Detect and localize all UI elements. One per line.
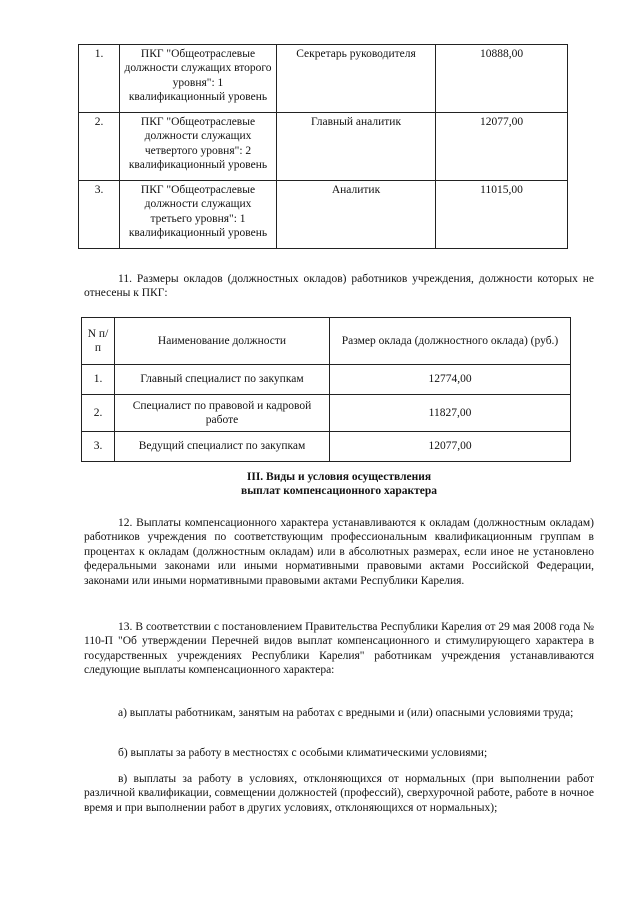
pkg-name: ПКГ "Общеотраслевые должности служащих второго уровня": 1 квалификационный уровень bbox=[120, 45, 277, 113]
pkg-salary-table bbox=[78, 44, 568, 249]
position-name: Секретарь руководителя bbox=[277, 45, 436, 113]
table-row bbox=[79, 113, 568, 181]
salary-value: 10888,00 bbox=[436, 45, 568, 113]
section-heading bbox=[84, 470, 594, 499]
table-header-row bbox=[82, 318, 571, 365]
paragraph-11: 11. Размеры окладов (должностных окладов) работников учреждения, должности которых не отнесены к ПКГ: bbox=[84, 273, 594, 300]
non-pkg-salary-table bbox=[81, 317, 571, 462]
table-row bbox=[82, 432, 571, 462]
position-name: Специалист по правовой и кадровой работе bbox=[115, 395, 330, 432]
header-position: Наименование должности bbox=[115, 318, 330, 365]
paragraph-12: 12. Выплаты компенсационного характера устанавливаются к окладам (должностным окладам) работников учреждения по соответствующим профессиональным квалификационным группам в процентах к окладам (должностным окладам) или в абсолютных размерах, если иное не установлено федеральными законами или иными нормативными правовыми актами Российской Федерации, законами или иными нормативными правовыми актами Республики Карелия. bbox=[84, 517, 594, 587]
header-salary: Размер оклада (должностного оклада) (руб.) bbox=[330, 318, 571, 365]
row-number: 2. bbox=[79, 113, 120, 181]
section-heading-line1: III. Виды и условия осуществления bbox=[246, 471, 432, 483]
list-item-v: в) выплаты за работу в условиях, отклоняющихся от нормальных (при выполнении работ различной квалификации, совмещении должностей (профессий), сверхурочной работе, работе в ночное время и при выполнении работ в других условиях, отклоняющихся от нормальных); bbox=[84, 773, 594, 814]
pkg-name: ПКГ "Общеотраслевые должности служащих четвертого уровня": 2 квалификационный уровень bbox=[120, 113, 277, 181]
list-item-a: а) выплаты работникам, занятым на работах с вредными и (или) опасными условиями труда; bbox=[118, 707, 574, 719]
position-name: Ведущий специалист по закупкам bbox=[115, 432, 330, 462]
position-name: Главный специалист по закупкам bbox=[115, 365, 330, 395]
header-num: N п/п bbox=[82, 318, 115, 365]
salary-value: 11015,00 bbox=[436, 181, 568, 249]
row-number: 3. bbox=[82, 432, 115, 462]
pkg-name: ПКГ "Общеотраслевые должности служащих третьего уровня": 1 квалификационный уровень bbox=[120, 181, 277, 249]
row-number: 3. bbox=[79, 181, 120, 249]
salary-value: 11827,00 bbox=[330, 395, 571, 432]
section-heading-line2: выплат компенсационного характера bbox=[240, 485, 438, 498]
table-row bbox=[82, 395, 571, 432]
list-item-b: б) выплаты за работу в местностях с особыми климатическими условиями; bbox=[118, 747, 488, 759]
table-row bbox=[79, 45, 568, 113]
table-row bbox=[79, 181, 568, 249]
row-number: 1. bbox=[82, 365, 115, 395]
table-row bbox=[82, 365, 571, 395]
position-name: Аналитик bbox=[277, 181, 436, 249]
paragraph-13: 13. В соответствии с постановлением Правительства Республики Карелия от 29 мая 2008 года № 110-П "Об утверждении Перечней видов выплат компенсационного и стимулирующего характера в государственных учреждениях Республики Карелия" работникам учреждения устанавливаются следующие выплаты компенсационного характера: bbox=[84, 621, 594, 677]
salary-value: 12077,00 bbox=[330, 432, 571, 462]
salary-value: 12077,00 bbox=[436, 113, 568, 181]
position-name: Главный аналитик bbox=[277, 113, 436, 181]
salary-value: 12774,00 bbox=[330, 365, 571, 395]
row-number: 2. bbox=[82, 395, 115, 432]
row-number: 1. bbox=[79, 45, 120, 113]
